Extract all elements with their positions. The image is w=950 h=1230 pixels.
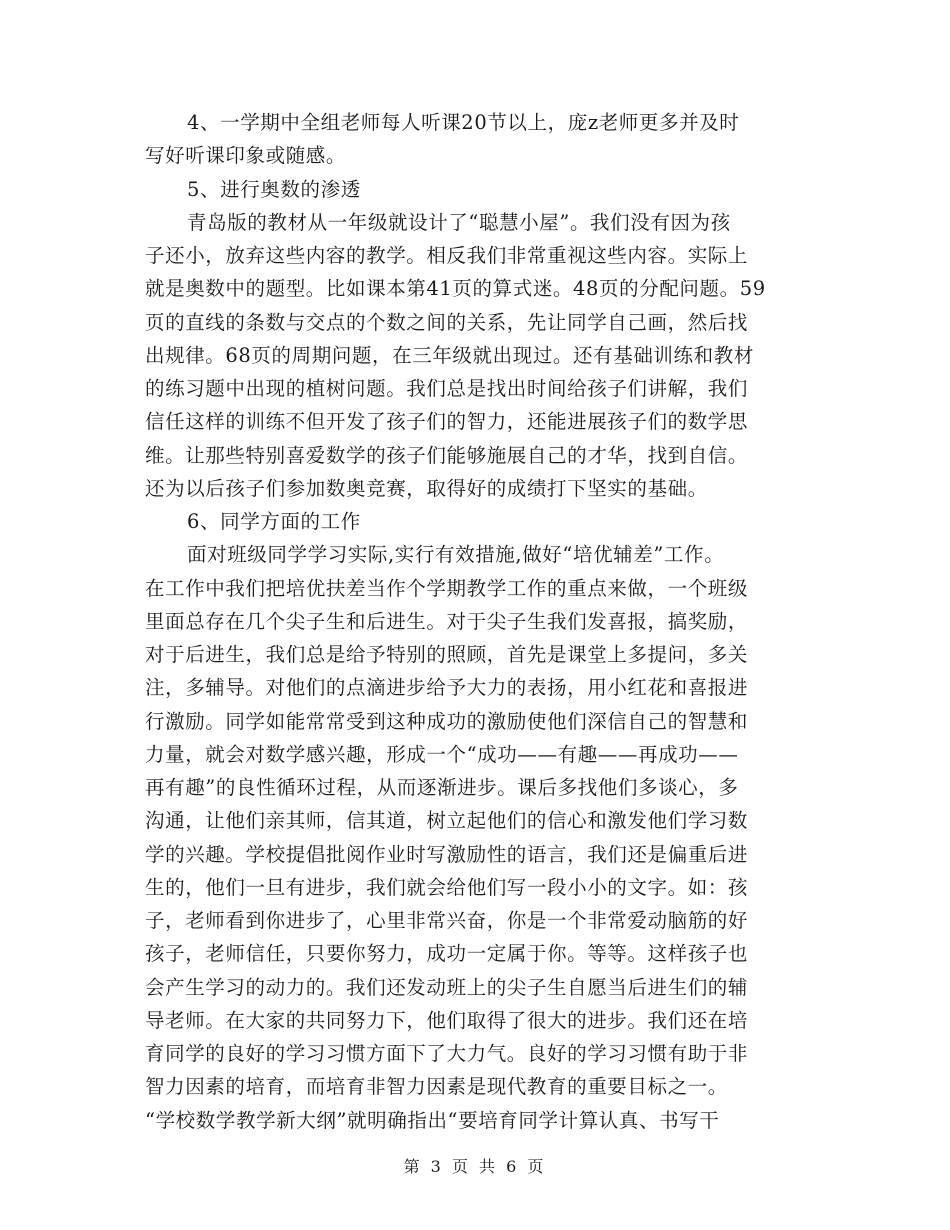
- text-line: 导老师。在大家的共同努力下，他们取得了很大的进步。我们还在培: [145, 1008, 749, 1032]
- text-line: 信任这样的训练不但开发了孩子们的智力，还能进展孩子们的数学思: [145, 410, 749, 434]
- text-line: 力量，就会对数学感兴趣，形成一个“成功——有趣——再成功——: [145, 742, 739, 766]
- text-line: 生的，他们一旦有进步，我们就会给他们写一段小小的文字。如：孩: [145, 875, 749, 899]
- text-line: 注，多辅导。对他们的点滴进步给予大力的表扬，用小红花和喜报进: [145, 676, 749, 700]
- text-line: 沟通，让他们亲其师，信其道，树立起他们的信心和激发他们学习数: [145, 809, 749, 833]
- document-body: [145, 106, 810, 1137]
- page-number-footer: 第 3 页 共 6 页: [403, 1157, 547, 1176]
- text-line: 4、一学期中全组老师每人听课20节以上，庞z老师更多并及时: [187, 111, 740, 134]
- text-line: 再有趣”的良性循环过程，从而逐渐进步。课后多找他们多谈心，多: [145, 776, 739, 799]
- text-line: 在工作中我们把培优扶差当作个学期教学工作的重点来做，一个班级: [145, 576, 749, 600]
- text-line: 还为以后孩子们参加数奥竞赛，取得好的成绩打下坚实的基础。: [145, 476, 708, 500]
- text-line: 青岛版的教材从一年级就设计了“聪慧小屋”。我们没有因为孩: [187, 210, 731, 234]
- text-line: 5、进行奥数的渗透: [187, 177, 361, 201]
- text-line: 智力因素的培育，而培育非智力因素是现代教育的重要目标之一。: [145, 1075, 728, 1099]
- text-line: 就是奥数中的题型。比如课本第41页的算式迷。48页的分配问题。59: [145, 277, 766, 301]
- text-line: 孩子，老师信任，只要你努力，成功一定属于你。等等。这样孩子也: [145, 942, 749, 966]
- text-line: 子，老师看到你进步了，心里非常兴奋，你是一个非常爱动脑筋的好: [145, 909, 749, 932]
- text-line: 会产生学习的动力的。我们还发动班上的尖子生自愿当后进生们的辅: [145, 975, 749, 999]
- text-line: 对于后进生，我们总是给予特别的照顾，首先是课堂上多提问，多关: [145, 643, 749, 666]
- text-line: 行激励。同学如能常常受到这种成功的激励使他们深信自己的智慧和: [145, 709, 749, 733]
- text-line: 写好听课印象或随感。: [145, 144, 347, 168]
- text-line: 面对班级同学学习实际,实行有效措施,做好“培优辅差”工作。: [187, 543, 725, 567]
- text-line: “学校数学教学新大纲”就明确指出“要培育同学计算认真、书写干: [145, 1108, 720, 1132]
- text-line: 的练习题中出现的植树问题。我们总是找出时间给孩子们讲解，我们: [145, 377, 749, 400]
- text-line: 维。让那些特别喜爱数学的孩子们能够施展自己的才华，找到自信。: [145, 443, 749, 467]
- text-line: 里面总存在几个尖子生和后进生。对于尖子生我们发喜报，搞奖励，: [145, 609, 749, 633]
- text-line: 育同学的良好的学习习惯方面下了大力气。良好的学习习惯有助于非: [145, 1042, 749, 1065]
- text-line: 学的兴趣。学校提倡批阅作业时写激励性的语言，我们还是偏重后进: [145, 842, 749, 866]
- text-line: 子还小，放弃这些内容的教学。相反我们非常重视这些内容。实际上: [145, 244, 749, 267]
- text-line: 出规律。68页的周期问题，在三年级就出现过。还有基础训练和教材: [145, 343, 754, 367]
- text-line: 6、同学方面的工作: [187, 510, 361, 533]
- text-line: 页的直线的条数与交点的个数之间的关系，先让同学自己画，然后找: [145, 310, 749, 334]
